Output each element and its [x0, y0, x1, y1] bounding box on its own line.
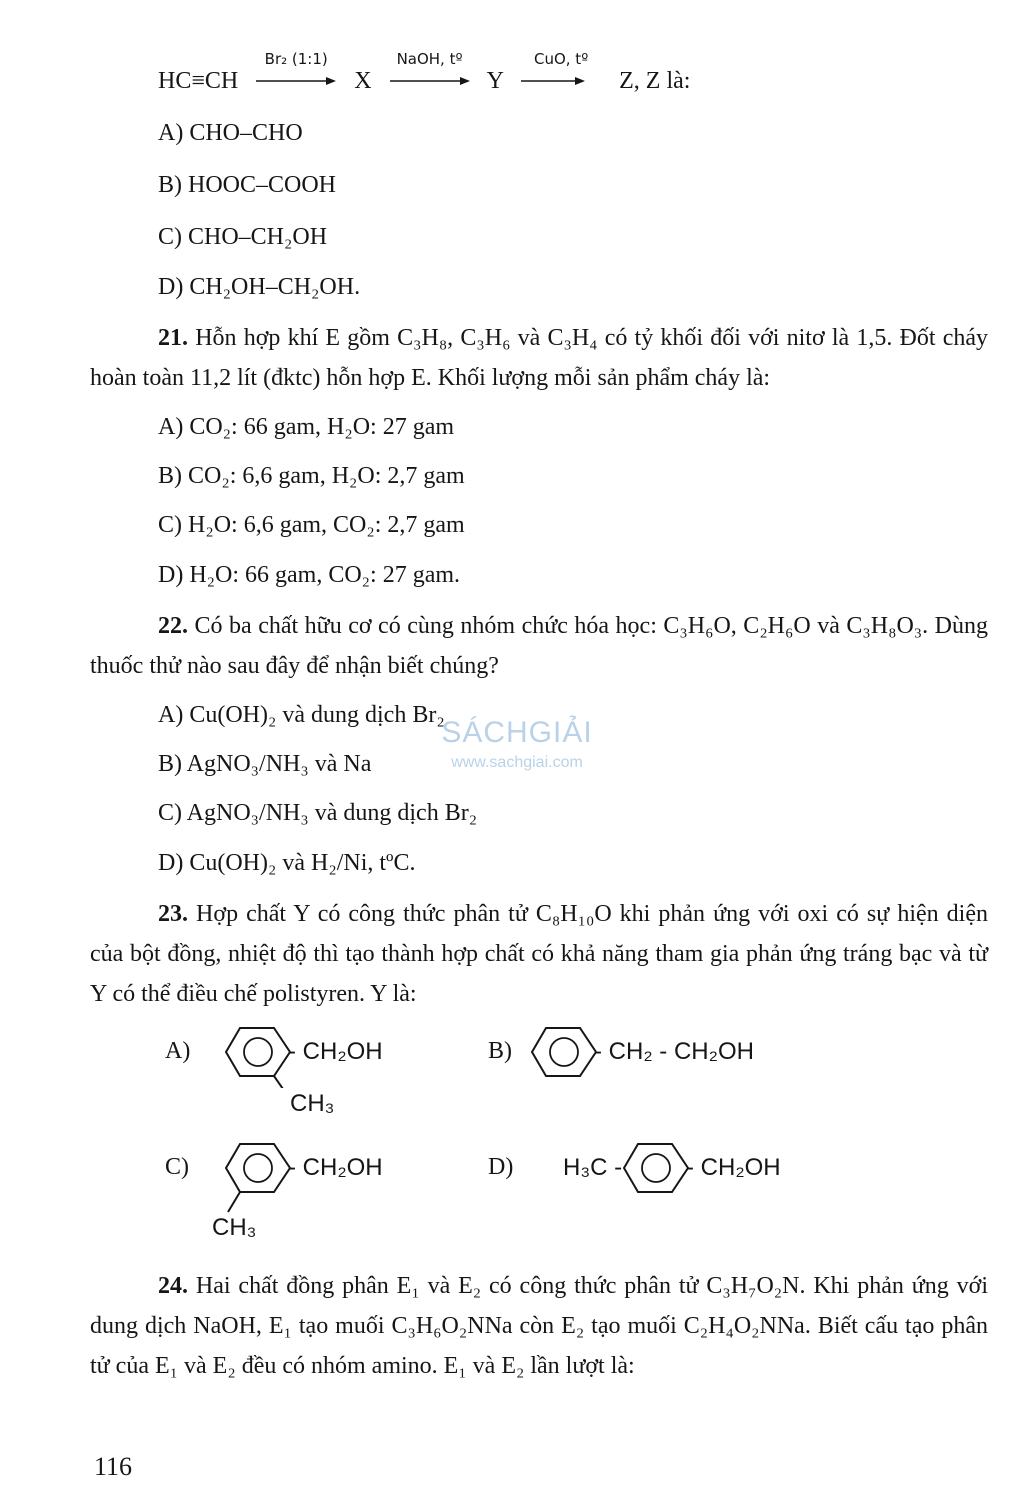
- q23-choice-d-label: D): [488, 1154, 514, 1180]
- q23-choice-b-substituent: - CH₂ - CH₂OH: [594, 1038, 754, 1065]
- q21-option-a: A) CO₂: 66 gam, H₂O: 27 gam: [158, 414, 455, 440]
- reaction-arrow-2: [390, 50, 470, 96]
- reaction-arrow-3: [521, 50, 601, 96]
- q23-choice-a-substituent: - CH₂OH: [288, 1038, 383, 1065]
- watermark-url: www.sachgiai.com: [451, 754, 583, 771]
- question-23-text: Hợp chất Y có công thức phân tử C₈H₁₀O khi phản ứng với oxi có sự hiện diện của bột đồng, nhiệt độ thì tạo thành hợp chất có khả năng tham gia phản ứng tráng bạc và từ Y có thể điều chế polistyren. Y là:: [90, 901, 989, 1007]
- question-24-text: Hai chất đồng phân E₁ và E₂ có công thức phân tử C₃H₇O₂N. Khi phản ứng với dung dịch NaOH, E₁ tạo muối C₃H₆O₂NNa còn E₂ tạo muối C₂H₄O₂NNa. Biết cấu tạo phân tử của E₁ và E₂ đều có nhóm amino. E₁ và E₂ lần lượt là:: [90, 1273, 989, 1379]
- intermediate-y: Y: [486, 68, 504, 94]
- arrow-1-condition: Br₂ (1:1): [264, 50, 328, 68]
- q23-choice-a-methyl: CH₃: [290, 1090, 335, 1117]
- question-23: [90, 894, 988, 1014]
- q22-option-c: C) AgNO₃/NH₃ và dung dịch Br₂: [158, 800, 478, 826]
- q23-choice-a-label: A): [165, 1038, 191, 1064]
- arrow-3-icon: [521, 74, 585, 88]
- question-21-text: Hỗn hợp khí E gồm C₃H₈, C₃H₆ và C₃H₄ có tỷ khối đối với nitơ là 1,5. Đốt cháy hoàn toàn 11,2 lít (đktc) hỗn hợp E. Khối lượng mỗi sản phẩm cháy là:: [90, 325, 989, 391]
- arrow-1-icon: [256, 74, 336, 88]
- question-22-number: 22.: [158, 613, 188, 639]
- q23-choice-d-prefix: H₃C -: [563, 1154, 623, 1181]
- q23-choice-c-substituent: - CH₂OH: [288, 1154, 383, 1181]
- question-24-number: 24.: [158, 1273, 188, 1299]
- q21-option-d: D) H₂O: 66 gam, CO₂: 27 gam.: [158, 562, 461, 588]
- q20-option-a: A) CHO–CHO: [158, 120, 303, 146]
- benzene-ring-b-icon: [530, 1018, 600, 1088]
- watermark: [412, 716, 622, 772]
- page-number: 116: [94, 1452, 133, 1481]
- q23-choice-b-label: B): [488, 1038, 512, 1064]
- intermediate-x: X: [354, 68, 372, 94]
- question-22-text: Có ba chất hữu cơ có cùng nhóm chức hóa học: C₃H₆O, C₂H₆O và C₃H₈O₃. Dùng thuốc thử nào sau đây để nhận biết chúng?: [90, 613, 989, 679]
- question-21: [90, 318, 988, 398]
- question-21-number: 21.: [158, 325, 188, 351]
- q23-choice-c-label: C): [165, 1154, 189, 1180]
- q23-choice-c-methyl: CH₃: [212, 1214, 257, 1241]
- q20-option-c: C) CHO–CH₂OH: [158, 224, 328, 250]
- arrow-3-condition: CuO, tº: [533, 50, 589, 68]
- arrow-2-condition: NaOH, tº: [396, 50, 463, 68]
- product-z: Z, Z là:: [619, 68, 691, 94]
- q20-option-d: D) CH₂OH–CH₂OH.: [158, 274, 361, 300]
- arrow-2-icon: [390, 74, 470, 88]
- reaction-scheme: [158, 50, 691, 96]
- benzene-ring-a-icon: [224, 1018, 294, 1088]
- reactant-acetylene: HC≡CH: [158, 68, 239, 94]
- q22-option-b: B) AgNO₃/NH₃ và Na: [158, 751, 372, 777]
- q20-option-b: B) HOOC–COOH: [158, 172, 337, 198]
- question-24: [90, 1266, 988, 1386]
- q22-option-a: A) Cu(OH)₂ và dung dịch Br₂: [158, 702, 445, 728]
- watermark-logo: SÁCHGIẢI: [441, 716, 593, 749]
- benzene-ring-d-icon: [622, 1134, 692, 1204]
- q23-choice-d-substituent: - CH₂OH: [686, 1154, 781, 1181]
- q21-option-b: B) CO₂: 6,6 gam, H₂O: 2,7 gam: [158, 463, 465, 489]
- q21-option-c: C) H₂O: 6,6 gam, CO₂: 2,7 gam: [158, 512, 465, 538]
- question-23-number: 23.: [158, 901, 188, 927]
- question-22: [90, 606, 988, 686]
- reaction-arrow-1: [256, 50, 336, 96]
- q22-option-d: D) Cu(OH)₂ và H₂/Ni, tºC.: [158, 850, 416, 876]
